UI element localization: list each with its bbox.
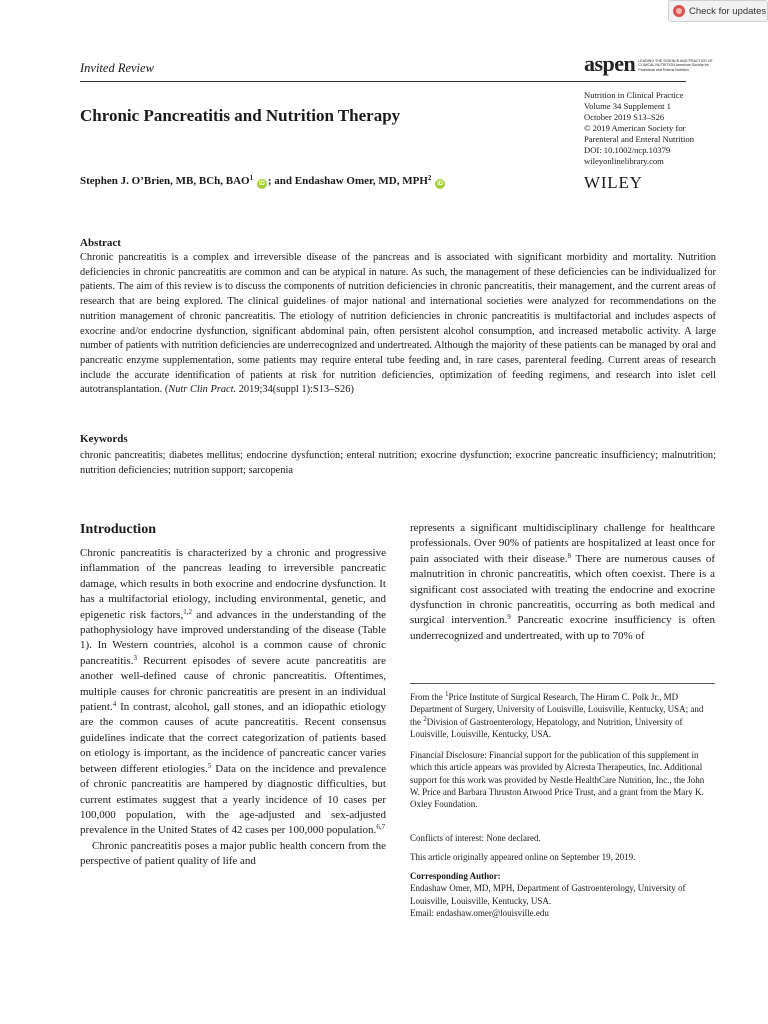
header-rule xyxy=(80,81,686,82)
left-column xyxy=(80,546,386,870)
intro-paragraph-continued xyxy=(410,521,715,644)
author-line xyxy=(80,175,446,189)
online-date: This article originally appeared online on September 19, 2019. xyxy=(410,852,636,862)
text-run: and advances in the understanding of the pathophysiology have improved understanding of the disease (Table 1). In Western countries, alcohol is a common cause of chronic pancreatitis. xyxy=(80,608,386,667)
text-run: In contrast, alcohol, gall stones, and an idiopathic etiology are the common causes of acute pancreatitis. Recent consensus guidelines indicate that the correct categorization of patients based on etiology is important, as the incidence of pancreatic cancer varies between different etiologies. xyxy=(80,701,386,775)
wiley-logo: WILEY xyxy=(584,173,643,192)
financial-disclosure: Financial Disclosure: Financial support for the publication of this supplement in which this article appears was provided by Alcresta Therapeutics, Inc. Additional support for this work was provided by Nestle HealthCare Nutrition, Inc., the John W. Price and Barbara Thruston Atwood Price Trust, and a grant from the Mary K. Oxley Foundation. xyxy=(410,750,705,810)
introduction-heading: Introduction xyxy=(80,522,156,537)
corresponding-email[interactable]: Email: endashaw.omer@louisville.edu xyxy=(410,907,549,918)
journal-info xyxy=(584,90,734,167)
text-run: Chronic pancreatitis is characterized by a chronic and progressive inflammation of the pancreas leading to irreversible pancreatic damage, which results in both exocrine and endocrine dysfunction. It has a multifactorial etiology, including environmental, genetic, and epigenetic risk factors, xyxy=(80,547,386,621)
keywords-body: chronic pancreatitis; diabetes mellitus; endocrine dysfunction; enteral nutrition; exocrine dysfunction; exocrine pancreatic insufficiency; malnutrition; nutrition deficiencies; nutrition support; sarcopenia xyxy=(80,450,716,476)
author-2-affiliation: 2 xyxy=(427,174,432,182)
abstract-text: Chronic pancreatitis is a complex and irreversible disease of the pancreas and is associated with significant morbidity and mortality. Nutrition deficiencies in chronic pancreatitis are common and can be atypical in nature. As such, the management of these deficiencies can be individualized for patients. The aim of this review is to discuss the components of nutrition deficiencies in chronic pancreatitis, their management, and the current areas of research that are being explored. The clinical guidelines of major national and international societies were analyzed for recommendations on the nutrition management of chronic pancreatitis. The etiology of nutrition deficiencies in chronic pancreatitis is multifactorial and includes aspects of exocrine and/or endocrine dysfunction, significant abdominal pain, often persistent alcohol consumption, and increased metabolic activity. A large number of patients with nutrition deficiencies are underrecognized and undertreated. Although the majority of these patients can be managed by oral and pancreatic enzyme supplementation, some patients may require enteral tube feeding and, in rare cases, parenteral feeding. Current areas of research include the accurate identification of patients at risk for nutrition deficiencies, optimization of feeding regimens, and research into islet cell autotransplantation. ( xyxy=(80,252,716,396)
reference[interactable]: 9 xyxy=(507,613,511,622)
journal-line: October 2019 S13–S26 xyxy=(584,112,665,122)
crossmark-icon xyxy=(673,5,685,17)
affiliation-mark: 1 xyxy=(445,690,449,698)
corresponding-body: Endashaw Omer, MD, MPH, Department of Gastroenterology, University of Louisville, Louisville, Kentucky, USA. xyxy=(410,883,686,906)
aspen-logo xyxy=(584,51,726,76)
text-run: Pancreatic exocrine insufficiency is often underrecognized and undertreated, with up to 70% of xyxy=(410,614,715,642)
text-run: There are numerous causes of malnutrition in chronic pancreatitis, which often coexist. There is a significant cost associated with treating the endocrine and exocrine dysfunction in chronic pancreatitis, occurring as both medical and surgical intervention. xyxy=(410,552,715,627)
keywords-heading: Keywords xyxy=(80,433,128,445)
abstract-heading: Abstract xyxy=(80,237,121,249)
check-for-updates-button[interactable] xyxy=(668,0,768,22)
aspen-logo-tagline: LEADING THE SCIENCE AND PRACTICE OF CLINICAL NUTRITION American Society for Parenteral and Enteral Nutrition xyxy=(638,58,713,72)
reference[interactable]: 6,7 xyxy=(376,823,386,832)
reference[interactable]: 3 xyxy=(133,653,137,662)
aspen-logo-word: aspen xyxy=(584,51,636,76)
abstract-citation-journal: Nutr Clin Pract. xyxy=(168,384,237,396)
text-run: From the xyxy=(410,692,445,702)
orcid-icon[interactable]: iD xyxy=(258,181,265,187)
reference[interactable]: 4 xyxy=(112,700,117,709)
affiliations-footnote xyxy=(410,691,715,740)
orcid-icon[interactable]: iD xyxy=(437,181,444,187)
affiliation-mark: 2 xyxy=(423,714,427,723)
author-separator: ; and xyxy=(267,175,295,187)
text-run: Recurrent episodes of severe acute pancreatitis are another well-defined cause of chronic pancreatitis. Oftentimes, multiple causes for chronic pancreatitis are present in an individual patient. xyxy=(80,654,386,714)
reference[interactable]: 8 xyxy=(567,551,571,560)
intro-paragraph-2: Chronic pancreatitis poses a major public health concern from the perspective of patient quality of life and xyxy=(80,839,386,868)
text-run: Price Institute of Surgical Research, The Hiram C. Polk Jr., MD Department of Surgery, University of Louisville, Louisville, Kentucky, USA; and the xyxy=(410,692,704,727)
right-column xyxy=(410,521,715,644)
conflicts-of-interest: Conflicts of interest: None declared. xyxy=(410,833,541,843)
reference[interactable]: 1,2 xyxy=(183,607,192,616)
journal-line: DOI: 10.1002/ncp.10379 xyxy=(584,145,671,155)
abstract-body xyxy=(80,251,716,398)
text-run: represents a significant multidisciplinary challenge for healthcare professionals. Over 90% of patients are hospitalized at least once for pain associated with their disease. xyxy=(410,522,715,565)
journal-link[interactable]: wileyonlinelibrary.com xyxy=(584,156,664,166)
footnote-rule xyxy=(410,683,715,684)
author-1: Stephen J. O’Brien, MB, BCh, BAO xyxy=(80,175,250,187)
author-2: Endashaw Omer, MD, MPH xyxy=(294,175,428,187)
section-label: Invited Review xyxy=(80,61,154,75)
reference[interactable]: 5 xyxy=(207,761,212,770)
journal-line: Parenteral and Enteral Nutrition xyxy=(584,134,695,144)
author-1-affiliation: 1 xyxy=(249,174,254,182)
corresponding-heading: Corresponding Author: xyxy=(410,871,501,881)
text-run: Division of Gastroenterology, Hepatology, and Nutrition, University of Louisville, Louisville, Kentucky, USA. xyxy=(410,716,683,739)
article-title: Chronic Pancreatitis and Nutrition Therapy xyxy=(80,106,401,125)
corresponding-author xyxy=(410,870,715,919)
journal-line: Volume 34 Supplement 1 xyxy=(584,101,671,111)
abstract-citation: 2019;34(suppl 1):S13–S26) xyxy=(236,384,354,396)
check-for-updates-label: Check for updates xyxy=(689,5,767,17)
journal-line: © 2019 American Society for xyxy=(584,123,686,133)
text-run: Data on the incidence and prevalence of chronic pancreatitis are hampered by diagnostic difficulties, but current estimates suggest that a yearly incidence of 10 cases per 100,000 population, with the age-adjusted and sex-adjusted prevalence in the United States of 42 cases per 100,000 population. xyxy=(80,762,387,837)
journal-line: Nutrition in Clinical Practice xyxy=(584,90,684,100)
intro-paragraph-1 xyxy=(80,546,386,839)
